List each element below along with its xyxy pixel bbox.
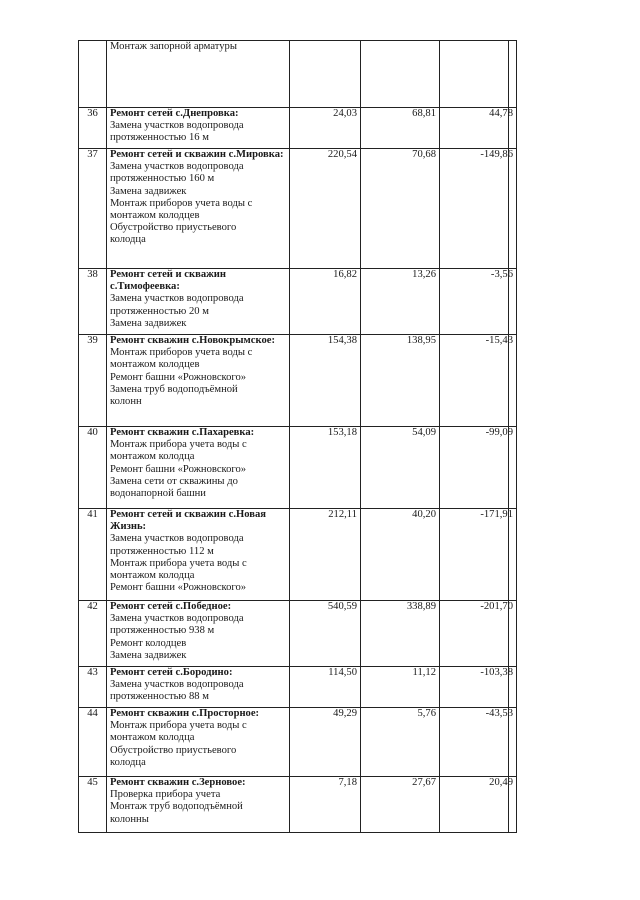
section-title: Ремонт скважин с.Пахаревка:	[110, 427, 255, 438]
description-line: монтажом колодцев	[110, 359, 200, 371]
difference-cell	[440, 41, 517, 108]
fact-cell: 338,89	[361, 601, 440, 667]
description-line: Замена задвижек	[110, 317, 187, 329]
description-line: Обустройство приустьевого	[110, 744, 237, 756]
fact-cell: 138,95	[361, 335, 440, 427]
row-number-cell: 43	[79, 667, 107, 708]
description-line: протяженностью 112 м	[110, 545, 214, 557]
plan-cell: 16,82	[290, 269, 361, 335]
section-title: Ремонт сетей и скважин с.Мировка:	[110, 149, 284, 160]
plan-cell: 212,11	[290, 509, 361, 601]
difference-cell: -3,56	[440, 269, 517, 335]
description-line: Монтаж труб водоподъёмной	[110, 801, 243, 813]
section-title: Ремонт скважин с.Новокрымское:	[110, 335, 275, 346]
row-number-cell: 36	[79, 108, 107, 149]
row-number-cell	[79, 41, 107, 108]
table-row	[79, 269, 517, 335]
description-cell	[107, 149, 290, 269]
repair-costs-table	[78, 40, 517, 833]
section-title: Ремонт сетей и скважин с.Тимофеевка:	[110, 269, 227, 293]
table-row	[79, 427, 517, 509]
table-row	[79, 108, 517, 149]
description-line: Замена сети от скважины до	[110, 475, 238, 487]
description-cell	[107, 427, 290, 509]
table-row	[79, 335, 517, 427]
description-cell	[107, 708, 290, 777]
plan-cell: 540,59	[290, 601, 361, 667]
description-line: Замена участков водопровода	[110, 120, 244, 132]
description-line: протяженностью 938 м	[110, 625, 215, 637]
table-row	[79, 149, 517, 269]
description-line: колодца	[110, 756, 146, 768]
row-number-cell: 37	[79, 149, 107, 269]
plan-cell: 49,29	[290, 708, 361, 777]
difference-cell: -15,43	[440, 335, 517, 427]
difference-cell: -43,53	[440, 708, 517, 777]
description-line: Монтаж запорной арматуры	[110, 41, 237, 52]
description-cell	[107, 777, 290, 833]
description-cell	[107, 335, 290, 427]
description-line: Монтаж прибора учета воды с	[110, 557, 247, 569]
plan-cell	[290, 41, 361, 108]
description-line: Ремонт башни «Рожновского»	[110, 371, 247, 383]
row-number-cell: 38	[79, 269, 107, 335]
difference-cell: -103,38	[440, 667, 517, 708]
fact-cell: 5,76	[361, 708, 440, 777]
description-line: Монтаж приборов учета воды с	[110, 197, 253, 209]
fact-cell: 40,20	[361, 509, 440, 601]
row-number-cell: 41	[79, 509, 107, 601]
description-cell	[107, 667, 290, 708]
difference-cell: -201,70	[440, 601, 517, 667]
description-cell	[107, 41, 290, 108]
row-number-cell: 44	[79, 708, 107, 777]
difference-cell: 20,49	[440, 777, 517, 833]
description-cell	[107, 269, 290, 335]
description-line: монтажом колодца	[110, 732, 195, 744]
difference-cell: 44,78	[440, 108, 517, 149]
plan-cell: 114,50	[290, 667, 361, 708]
page-column-rule	[508, 40, 509, 833]
fact-cell: 11,12	[361, 667, 440, 708]
description-line: монтажом колодца	[110, 451, 195, 463]
description-line: Замена участков водопровода	[110, 533, 244, 545]
fact-cell	[361, 41, 440, 108]
description-cell	[107, 601, 290, 667]
section-title: Ремонт сетей с.Днепровка:	[110, 108, 239, 119]
plan-cell: 24,03	[290, 108, 361, 149]
description-line: Замена задвижек	[110, 649, 187, 661]
description-line: протяженностью 20 м	[110, 305, 209, 317]
description-line: Замена участков водопровода	[110, 161, 244, 173]
table-row	[79, 509, 517, 601]
plan-cell: 154,38	[290, 335, 361, 427]
description-line: протяженностью 160 м	[110, 173, 215, 185]
table-row	[79, 601, 517, 667]
table-row	[79, 667, 517, 708]
difference-cell: -149,86	[440, 149, 517, 269]
plan-cell: 7,18	[290, 777, 361, 833]
fact-cell: 68,81	[361, 108, 440, 149]
description-line: колодца	[110, 234, 146, 246]
description-line: монтажом колодцев	[110, 210, 200, 222]
section-title: Ремонт сетей и скважин с.Новая Жизнь:	[110, 509, 267, 533]
plan-cell: 153,18	[290, 427, 361, 509]
description-line: Обустройство приустьевого	[110, 222, 237, 234]
section-title: Ремонт сетей с.Победное:	[110, 601, 232, 612]
description-line: Ремонт колодцев	[110, 637, 187, 649]
description-line: монтажом колодца	[110, 570, 195, 582]
description-line: водонапорной башни	[110, 488, 206, 500]
row-number-cell: 40	[79, 427, 107, 509]
section-title: Ремонт скважин с.Просторное:	[110, 708, 260, 719]
description-line: Проверка прибора учета	[110, 789, 221, 801]
row-number-cell: 45	[79, 777, 107, 833]
difference-cell: -99,09	[440, 427, 517, 509]
description-line: Замена задвижек	[110, 185, 187, 197]
fact-cell: 54,09	[361, 427, 440, 509]
fact-cell: 13,26	[361, 269, 440, 335]
description-line: Ремонт башни «Рожновского»	[110, 463, 247, 475]
description-line: Замена участков водопровода	[110, 679, 244, 691]
fact-cell: 27,67	[361, 777, 440, 833]
description-line: Монтаж прибора учета воды с	[110, 720, 247, 732]
description-line: колонны	[110, 813, 149, 825]
description-line: Замена участков водопровода	[110, 613, 244, 625]
description-line: Монтаж приборов учета воды с	[110, 347, 253, 359]
description-cell	[107, 509, 290, 601]
description-cell	[107, 108, 290, 149]
row-number-cell: 42	[79, 601, 107, 667]
plan-cell: 220,54	[290, 149, 361, 269]
description-line: колонн	[110, 396, 142, 408]
description-line: Монтаж прибора учета воды с	[110, 439, 247, 451]
row-number-cell: 39	[79, 335, 107, 427]
description-line: Замена труб водоподъёмной	[110, 383, 238, 395]
description-line: протяженностью 88 м	[110, 691, 209, 703]
difference-cell: -171,91	[440, 509, 517, 601]
section-title: Ремонт сетей с.Бородино:	[110, 667, 233, 678]
table-row	[79, 777, 517, 833]
section-title: Ремонт скважин с.Зерновое:	[110, 777, 246, 788]
description-line: Ремонт башни «Рожновского»	[110, 582, 247, 594]
description-line: протяженностью 16 м	[110, 132, 209, 144]
table-row	[79, 708, 517, 777]
description-line: Замена участков водопровода	[110, 293, 244, 305]
fact-cell: 70,68	[361, 149, 440, 269]
table-row-continuation	[79, 41, 517, 108]
